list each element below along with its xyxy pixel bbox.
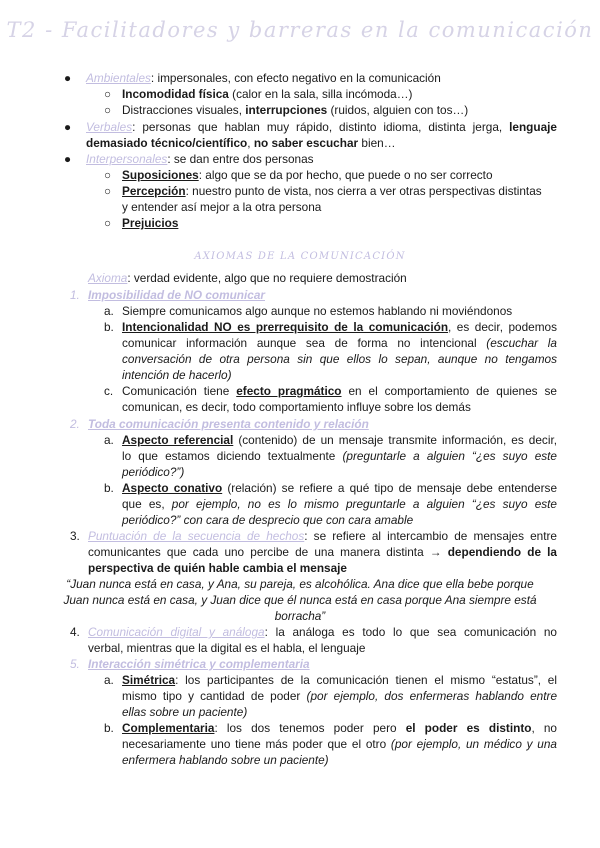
- axiom-5a-line2: mismo tipo y cantidad de poder (por ejemplo, dos enfermeras hablando entre: [122, 689, 558, 703]
- axiom-2a-line3: periódico?”): [122, 465, 185, 479]
- axiom-5b-line3: enfermera hablando sobre un paciente): [122, 753, 329, 767]
- sub-bullet-circle: ○: [104, 87, 112, 101]
- axiom-1b-line4: intención de hacerlo): [122, 368, 232, 382]
- axiom-1a: Siempre comunicamos algo aunque no estemos hablando ni moviéndonos: [122, 304, 513, 318]
- axiom-5a: Simétrica: los participantes de la comunicación tienen el mismo “estatus”, el: [122, 673, 557, 687]
- bullet-dot: ●: [64, 71, 72, 85]
- list-letter: c.: [104, 384, 114, 398]
- axiom-5a-line3: ellas sobre un paciente): [122, 705, 248, 719]
- bullet-verbales: Verbales: personas que hablan muy rápido, distinto idioma, distinta jerga, lenguaje: [86, 120, 557, 134]
- axiom-1b-line3: conversación de otra persona sin que ellos lo sepan, aunque no tengamos: [122, 352, 557, 366]
- axiom-2a: Aspecto referencial (contenido) de un mensaje transmite información, es decir,: [122, 433, 557, 447]
- bullet-dot: ●: [64, 120, 72, 134]
- sub-bullet-prejuicios: Prejuicios: [122, 216, 179, 230]
- list-number-2: 2.: [70, 417, 80, 431]
- bullet-ambientales: Ambientales: impersonales, con efecto negativo en la comunicación: [86, 71, 441, 85]
- sub-bullet-incomodidad: Incomodidad física (calor en la sala, silla incómoda…): [122, 87, 413, 101]
- axiom-2a-line2: lo que estamos diciendo textualmente (preguntarle a alguien “¿es suyo este: [122, 449, 557, 463]
- list-number-4: 4.: [70, 625, 80, 639]
- list-letter: b.: [104, 721, 114, 735]
- list-number-5: 5.: [70, 657, 80, 671]
- axiom-3-line2: comunicantes que cada uno percibe de una manera distinta → dependiendo de la: [88, 545, 557, 559]
- quote-line-2: Juan nunca está en casa, y Juan dice que él nunca está en casa porque Ana siempre está: [63, 593, 537, 607]
- axiom-3: Puntuación de la secuencia de hechos: se refiere al intercambio de mensajes entre: [88, 529, 557, 543]
- list-letter: b.: [104, 320, 114, 334]
- axiom-heading-4: Comunicación digital y análoga: [88, 625, 265, 639]
- list-letter: a.: [104, 304, 114, 318]
- axiom-5b-line2: necesariamente uno tiene más poder que el otro (por ejemplo, un médico y una: [122, 737, 557, 751]
- axiom-4: Comunicación digital y análoga: la análoga es todo lo que sea comunicación no: [88, 625, 557, 639]
- section-heading: AXIOMAS DE LA COMUNICACIÓN: [194, 251, 406, 262]
- list-letter: a.: [104, 433, 114, 447]
- term-axioma: Axioma: [88, 271, 128, 285]
- quote-line-1: “Juan nunca está en casa, y Ana, su pareja, es alcohólica. Ana dice que ella bebe porque: [66, 577, 534, 591]
- axiom-heading-5: Interacción simétrica y complementaria: [88, 657, 310, 671]
- axiom-1c-line2: comunican, es decir, todo comportamiento influye sobre los demás: [122, 400, 471, 414]
- sub-bullet-circle: ○: [104, 216, 112, 230]
- axiom-2b-line3: periódico?” con cara de desprecio que con cara amable: [122, 513, 414, 527]
- axiom-1c: Comunicación tiene efecto pragmático en el comportamiento de quienes se: [122, 384, 557, 398]
- list-letter: b.: [104, 481, 114, 495]
- list-letter: a.: [104, 673, 114, 687]
- axiom-4-line2: verbal, mientras que la digital es el habla, el lenguaje: [88, 641, 366, 655]
- quote-line-3: borracha”: [274, 609, 326, 623]
- axiom-heading-2: Toda comunicación presenta contenido y relación: [88, 417, 369, 431]
- sub-bullet-percepcion-line2: y entender así mejor a la otra persona: [122, 200, 322, 214]
- axiom-heading-1: Imposibilidad de NO comunicar: [88, 288, 265, 302]
- axiom-3-line3: perspectiva de quién hable cambia el mensaje: [88, 561, 347, 575]
- sub-bullet-circle: ○: [104, 184, 112, 198]
- list-number-3: 3.: [70, 529, 80, 543]
- axiom-2b: Aspecto conativo (relación) se refiere a qué tipo de mensaje debe entenderse: [122, 481, 558, 495]
- axiom-5b: Complementaria: los dos tenemos poder pero el poder es distinto, no: [122, 721, 557, 735]
- sub-bullet-suposiciones: Suposiciones: algo que se da por hecho, que puede o no ser correcto: [122, 168, 493, 182]
- bullet-dot: ●: [64, 152, 72, 166]
- term-interpersonales: Interpersonales: [86, 152, 168, 166]
- bullet-interpersonales: Interpersonales: se dan entre dos personas: [86, 152, 314, 166]
- sub-bullet-distracciones: Distracciones visuales, interrupciones (ruidos, alguien con tos…): [122, 103, 469, 117]
- axiom-1b: Intencionalidad NO es prerrequisito de la comunicación, es decir, podemos: [122, 320, 557, 334]
- axioma-definition: Axioma: verdad evidente, algo que no requiere demostración: [88, 271, 407, 285]
- axiom-2b-line2: que es, por ejemplo, no es lo mismo preguntarle a alguien “¿es suyo este: [122, 497, 557, 511]
- term-verbales: Verbales: [86, 120, 133, 134]
- list-number-1: 1.: [70, 288, 80, 302]
- term-ambientales: Ambientales: [86, 71, 151, 85]
- sub-bullet-circle: ○: [104, 103, 112, 117]
- page-title: T2 - Facilitadores y barreras en la comunicación: [6, 18, 594, 42]
- axiom-heading-3: Puntuación de la secuencia de hechos: [88, 529, 305, 543]
- axiom-1b-line2: comunicar información aunque sea de forma no intencional (escuchar la: [122, 336, 557, 350]
- bullet-verbales-line2: demasiado técnico/científico, no saber escuchar bien…: [86, 136, 396, 150]
- sub-bullet-circle: ○: [104, 168, 112, 182]
- sub-bullet-percepcion: Percepción: nuestro punto de vista, nos cierra a ver otras perspectivas distintas: [122, 184, 542, 198]
